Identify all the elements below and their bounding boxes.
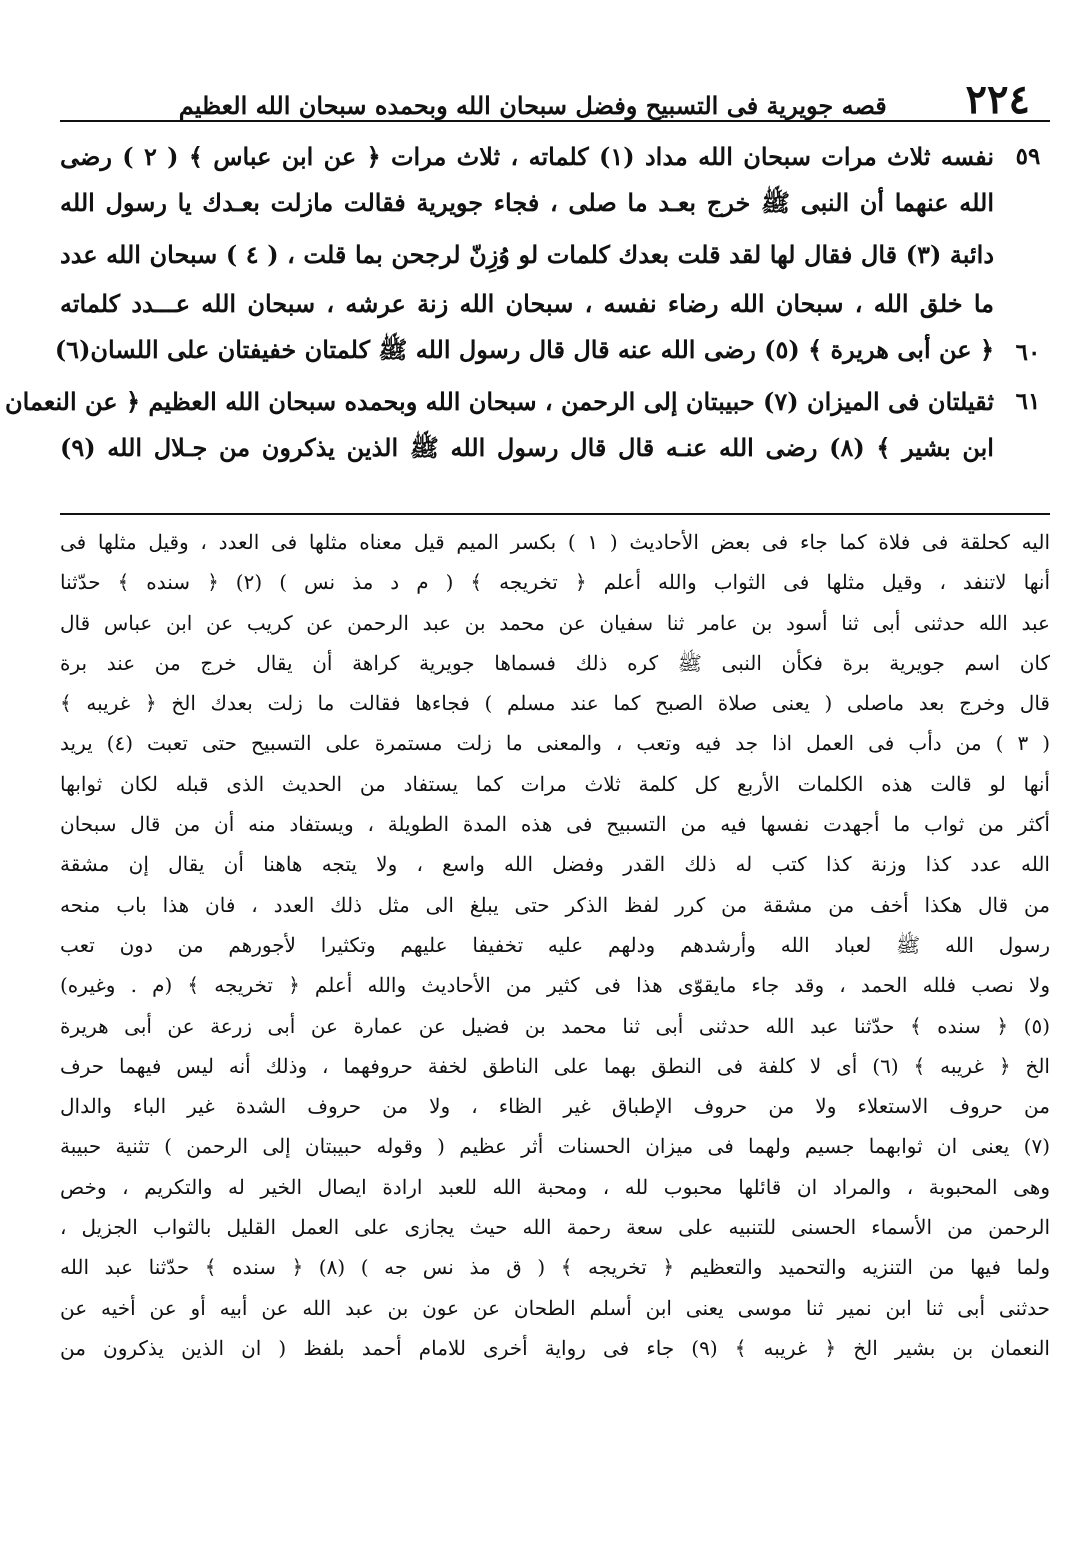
note-line: الله عدد كذا وزنة كذا كتب له ذلك القدر وفضل الله واسع ، ولا يتجه هاهنا أن يقال إن مشقة	[60, 852, 1050, 877]
note-line: كان اسم جويرية برة فكأن النبى ﷺ كره ذلك فسماها جويرية كراهة أن يقال خرج من عند برة	[60, 650, 1050, 675]
note-line: أنها لو قالت هذه الكلمات الأربع كل كلمة ثلاث مرات كما يستفاد من الحديث الذى قبله لكان ثوابها	[60, 771, 1050, 796]
note-line: قال وخرج بعد ماصلى ( يعنى صلاة الصبح كما عند مسلم ) فجاءها فقالت ما زلت بعدك الخ ﴿ غريبه ﴾	[60, 691, 1050, 716]
page-number: ٢٢٤	[965, 76, 1030, 123]
note-line: من قال هكذا أخف من مشقة من كرر لفظ الذكر حتى يبلغ الى مثل ذلك العدد ، فان هذا باب منحه	[60, 892, 1050, 917]
note-line: الخ ﴿ غريبه ﴾ (٦) أى لا كلفة فى النطق بهما على الناطق لخفة حروفهما ، وذلك أنه ليس فيهما حرف	[60, 1053, 1050, 1078]
main-line-text: نفسه ثلاث مرات سبحان الله مداد (١) كلماته ، ثلاث مرات ﴿ عن ابن عباس ﴾ ( ٢ ) رضى	[60, 142, 995, 171]
main-line	[5, 377, 1050, 426]
note-line: حدثنى أبى ثنا ابن نمير ثنا موسى يعنى ابن أسلم الطحان عن عون بن عبد الله عن أبيه أو عن أخيه عن	[60, 1295, 1050, 1320]
main-line	[60, 230, 1050, 279]
note-line: الرحمن من الأسماء الحسنى للتنبيه على سعة رحمة الله حيث يجازى على العمل القليل بالثواب الجزيل ،	[60, 1215, 1050, 1240]
main-line-text: ابن بشير ﴾ (٨) رضى الله عنـه قال قال رسول الله ﷺ الذين يذكرون من جـلال الله (٩)	[60, 433, 994, 462]
note-line: أكثر من ثواب ما أجهدت نفسها فيه من التسبيح فى هذه المدة الطويلة ، ويستفاد منه أن من قال سبحان	[60, 812, 1050, 837]
hadith-number: ٦١	[1015, 388, 1041, 415]
main-line-text: ما خلق الله ، سبحان الله رضاء نفسه ، سبحان الله زنة عرشه ، سبحان الله عـــدد كلماته	[60, 289, 995, 318]
note-line: رسول الله ﷺ لعباد الله وأرشدهم ودلهم عليه تخفيفا عليهم وتكثيرا لأجورهم من دون تعب	[60, 932, 1050, 957]
hadith-number: ٥٩	[1015, 143, 1041, 170]
note-line: اليه كحلقة فى فلاة كما جاء فى بعض الأحاديث ( ١ ) بكسر الميم قيل معناه مثلها فى العدد ، وقيل مثلها فى	[60, 530, 1050, 554]
main-line	[54, 328, 1050, 377]
main-line	[60, 426, 1050, 475]
note-line: (٥) ﴿ سنده ﴾ حدّثنا عبد الله حدثنى أبى ثنا محمد بن فضيل عن عمارة عن أبى زرعة عن أبى هريرة	[60, 1013, 1050, 1038]
note-line: وهى المحبوبة ، والمراد ان قائلها محبوب لله ، ومحبة الله للعبد ارادة ايصال الخير له والتكريم ، وخص	[60, 1174, 1050, 1199]
running-title: قصه جويرية فى التسبيح وفضل سبحان الله وبحمده سبحان الله العظيم	[178, 91, 887, 120]
hadith-number: ٦٠	[1015, 339, 1041, 366]
header-rule	[60, 120, 1050, 122]
main-line-text: الله عنهما أن النبى ﷺ خرج بعـد ما صلى ، فجاء جويرية فقالت مازلت بعـدك يا رسول الله	[60, 188, 994, 217]
note-line: عبد الله حدثنى أبى ثنا أسود بن عامر ثنا سفيان عن محمد بن عبد الرحمن عن كريب عن ابن عباس قال	[60, 610, 1050, 635]
note-line: أنها لاتنفد ، وقيل مثلها فى الثواب والله أعلم ﴿ تخريجه ﴾ ( م د مذ نس ) (٢) ﴿ سنده ﴾ حدّثنا	[60, 570, 1051, 595]
footnote-divider	[60, 513, 1050, 515]
main-line-text: دائبة (٣) قال فقال لها لقد قلت بعدك كلمات لو وُزِنّ لرجحن بما قلت ، ( ٤ ) سبحان الله عدد	[60, 240, 995, 269]
note-line: النعمان بن بشير الخ ﴿ غريبه ﴾ (٩) جاء فى رواية أخرى للامام أحمد بلفظ ( ان الذين يذكرون من	[60, 1335, 1050, 1360]
running-header	[60, 62, 1050, 123]
note-line: ( ٣ ) من دأب فى العمل اذا جد فيه وتعب ، والمعنى ما زلت مستمرة على التسبيح حتى تعبت (٤) يريد	[60, 731, 1050, 756]
note-line: ولا نصب فلله الحمد ، وقد جاء مايقوّى هذا فى كثير من الأحاديث والله أعلم ﴿ تخريجه ﴾ (م . وغيره)	[60, 973, 1050, 998]
commentary-notes	[60, 522, 1050, 1368]
main-line-text: ﴿ عن أبى هريرة ﴾ (٥) رضى الله عنه قال قال رسول الله ﷺ كلمتان خفيفتان على اللسان(٦)	[54, 335, 994, 364]
main-line-text: ثقيلتان فى الميزان (٧) حبيبتان إلى الرحمن ، سبحان الله وبحمده سبحان الله العظيم ﴿ عن النعمان	[5, 387, 994, 416]
main-text	[5, 132, 1050, 475]
main-line	[60, 279, 1050, 328]
note-line: من حروف الاستعلاء ولا من حروف الإطباق غير الظاء ، ولا من حروف الشدة غير الباء والدال	[60, 1094, 1050, 1119]
note-line: (٧) يعنى ان ثوابهما جسيم ولهما فى ميزان الحسنات أثر عظيم ( وقوله حبيبتان إلى الرحمن ) تثنية حبيبة	[60, 1134, 1050, 1159]
main-line	[60, 132, 1050, 181]
note-line: ولما فيها من التنزيه والتحميد والتعظيم ﴿ تخريجه ﴾ ( ق مذ نس جه ) (٨) ﴿ سنده ﴾ حدّثنا عبد الله	[60, 1255, 1050, 1280]
main-line	[60, 181, 1050, 230]
